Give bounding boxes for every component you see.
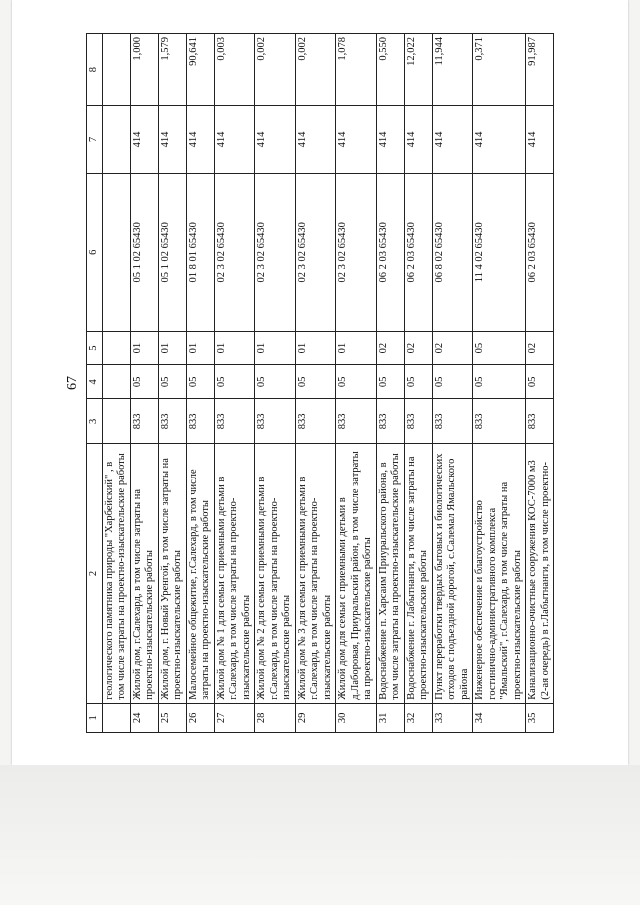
section-code-cell: 05 <box>432 365 473 399</box>
table-header-row <box>87 34 103 733</box>
object-name-cell: Жилой дом № 3 для семьи с приемными детьми в г.Салехард, в том числе затраты на проектно-изыскательские работы <box>295 444 336 703</box>
expense-type-cell: 414 <box>432 106 473 174</box>
column-header: 8 <box>87 34 103 106</box>
target-article-cell: 11 4 02 65430 <box>473 173 526 331</box>
table-row <box>432 34 473 733</box>
ministry-code-cell <box>102 399 130 444</box>
ministry-code-cell: 833 <box>404 399 432 444</box>
amount-cell: 1,579 <box>158 34 186 106</box>
table-row <box>102 34 130 733</box>
section-code-cell: 05 <box>130 365 158 399</box>
expense-type-cell: 414 <box>376 106 404 174</box>
object-name-cell: Жилой дом для семьи с приемными детьми в д.Лаборовая, Приуральский район, в том числе затраты на проектно-изыскательские работы <box>336 444 377 703</box>
table-row <box>376 34 404 733</box>
column-header: 1 <box>87 703 103 732</box>
subsection-code-cell: 01 <box>295 331 336 365</box>
amount-cell: 91,987 <box>526 34 554 106</box>
object-name-cell: Канализационно-очистные сооружения КОС-7000 м3 (2-ая очередь) в г.Лабытнанги, в том числе проектно- <box>526 444 554 703</box>
expense-type-cell <box>102 106 130 174</box>
table-row <box>336 34 377 733</box>
object-name-cell: Малосемейное общежитие, г.Салехард, в том числе затраты на проектно-изыскательские работы <box>186 444 214 703</box>
expense-type-cell: 414 <box>295 106 336 174</box>
table-row <box>158 34 186 733</box>
amount-cell: 1,078 <box>336 34 377 106</box>
subsection-code-cell: 02 <box>432 331 473 365</box>
table-row <box>404 34 432 733</box>
target-article-cell: 05 1 02 65430 <box>130 173 158 331</box>
row-number-cell: 26 <box>186 703 214 732</box>
table-row <box>473 34 526 733</box>
amount-cell <box>102 34 130 106</box>
table-row <box>214 34 255 733</box>
section-code-cell: 05 <box>295 365 336 399</box>
section-code-cell: 05 <box>214 365 255 399</box>
subsection-code-cell: 01 <box>214 331 255 365</box>
ministry-code-cell: 833 <box>526 399 554 444</box>
table-row <box>526 34 554 733</box>
row-number-cell: 30 <box>336 703 377 732</box>
table-row <box>255 34 296 733</box>
row-number-cell: 27 <box>214 703 255 732</box>
expense-type-cell: 414 <box>130 106 158 174</box>
target-article-cell: 02 3 02 65430 <box>214 173 255 331</box>
scan-background <box>0 765 640 905</box>
expense-type-cell: 414 <box>214 106 255 174</box>
row-number-cell: 32 <box>404 703 432 732</box>
object-name-cell: Пункт переработки твердых бытовых и биологических отходов с подъездной дорогой, с.Салемал Ямальского района <box>432 444 473 703</box>
ministry-code-cell: 833 <box>130 399 158 444</box>
section-code-cell: 05 <box>376 365 404 399</box>
ministry-code-cell: 833 <box>336 399 377 444</box>
row-number-cell: 31 <box>376 703 404 732</box>
table-row <box>186 34 214 733</box>
section-code-cell: 05 <box>186 365 214 399</box>
row-number-cell: 34 <box>473 703 526 732</box>
object-name-cell: Жилой дом, г. Новый Уренгой, в том числе затраты на проектно-изыскательские работы <box>158 444 186 703</box>
row-number-cell: 35 <box>526 703 554 732</box>
row-number-cell: 24 <box>130 703 158 732</box>
target-article-cell: 06 2 03 65430 <box>526 173 554 331</box>
amount-cell: 0,003 <box>214 34 255 106</box>
subsection-code-cell: 01 <box>255 331 296 365</box>
target-article-cell: 02 3 02 65430 <box>336 173 377 331</box>
column-header: 5 <box>87 331 103 365</box>
target-article-cell: 05 1 02 65430 <box>158 173 186 331</box>
amount-cell: 0,371 <box>473 34 526 106</box>
amount-cell: 0,002 <box>255 34 296 106</box>
subsection-code-cell: 02 <box>526 331 554 365</box>
amount-cell: 90,641 <box>186 34 214 106</box>
expense-type-cell: 414 <box>473 106 526 174</box>
object-name-cell: Жилой дом № 2 для семьи с приемными детьми в г.Салехард, в том числе затраты на проектно-изыскательские работы <box>255 444 296 703</box>
expense-type-cell: 414 <box>158 106 186 174</box>
amount-cell: 11,944 <box>432 34 473 106</box>
ministry-code-cell: 833 <box>432 399 473 444</box>
amount-cell: 0,550 <box>376 34 404 106</box>
expense-type-cell: 414 <box>336 106 377 174</box>
row-number-cell: 33 <box>432 703 473 732</box>
target-article-cell: 06 8 02 65430 <box>432 173 473 331</box>
expense-type-cell: 414 <box>526 106 554 174</box>
object-name-cell: геологического памятника природы "Харбейский" , в том числе затраты на проектно-изыскательские работы <box>102 444 130 703</box>
expense-type-cell: 414 <box>186 106 214 174</box>
subsection-code-cell: 02 <box>376 331 404 365</box>
subsection-code-cell: 01 <box>336 331 377 365</box>
object-name-cell: Жилой дом № 1 для семьи с приемными детьми в г.Салехард, в том числе затраты на проектно-изыскательские работы <box>214 444 255 703</box>
row-number-cell: 29 <box>295 703 336 732</box>
column-header: 6 <box>87 173 103 331</box>
object-name-cell: Инженерное обеспечение и благоустройство гостинично-административного комплекса "Ямальский", г.Салехард, в том числе затраты на проектно-изыскательские работы <box>473 444 526 703</box>
column-header: 4 <box>87 365 103 399</box>
subsection-code-cell: 01 <box>186 331 214 365</box>
amount-cell: 12,022 <box>404 34 432 106</box>
object-name-cell: Водоснабжение г. Лабытнанги, в том числе затраты на проектно-изыскательские работы <box>404 444 432 703</box>
subsection-code-cell: 02 <box>404 331 432 365</box>
expense-type-cell: 414 <box>404 106 432 174</box>
target-article-cell: 02 3 02 65430 <box>295 173 336 331</box>
rotated-page-content <box>66 33 566 733</box>
target-article-cell: 01 8 01 65430 <box>186 173 214 331</box>
section-code-cell: 05 <box>404 365 432 399</box>
column-header: 3 <box>87 399 103 444</box>
table-row <box>130 34 158 733</box>
section-code-cell <box>102 365 130 399</box>
subsection-code-cell: 01 <box>158 331 186 365</box>
budget-table <box>86 33 554 733</box>
object-name-cell: Жилой дом, г.Салехард, в том числе затраты на проектно-изыскательские работы <box>130 444 158 703</box>
section-code-cell: 05 <box>255 365 296 399</box>
ministry-code-cell: 833 <box>376 399 404 444</box>
row-number-cell <box>102 703 130 732</box>
table-row <box>295 34 336 733</box>
ministry-code-cell: 833 <box>295 399 336 444</box>
subsection-code-cell: 01 <box>130 331 158 365</box>
amount-cell: 1,000 <box>130 34 158 106</box>
row-number-cell: 25 <box>158 703 186 732</box>
column-header: 2 <box>87 444 103 703</box>
object-name-cell: Водоснабжение п. Харсаим Приуральского района, в том числе затраты на проектно-изыскательские работы <box>376 444 404 703</box>
row-number-cell: 28 <box>255 703 296 732</box>
section-code-cell: 05 <box>336 365 377 399</box>
subsection-code-cell: 05 <box>473 331 526 365</box>
expense-type-cell: 414 <box>255 106 296 174</box>
section-code-cell: 05 <box>526 365 554 399</box>
ministry-code-cell: 833 <box>255 399 296 444</box>
target-article-cell <box>102 173 130 331</box>
ministry-code-cell: 833 <box>158 399 186 444</box>
section-code-cell: 05 <box>473 365 526 399</box>
ministry-code-cell: 833 <box>214 399 255 444</box>
target-article-cell: 06 2 03 65430 <box>376 173 404 331</box>
target-article-cell: 06 2 03 65430 <box>404 173 432 331</box>
column-header: 7 <box>87 106 103 174</box>
target-article-cell: 02 3 02 65430 <box>255 173 296 331</box>
ministry-code-cell: 833 <box>186 399 214 444</box>
ministry-code-cell: 833 <box>473 399 526 444</box>
amount-cell: 0,002 <box>295 34 336 106</box>
subsection-code-cell <box>102 331 130 365</box>
page-number: 67 <box>65 376 80 390</box>
section-code-cell: 05 <box>158 365 186 399</box>
